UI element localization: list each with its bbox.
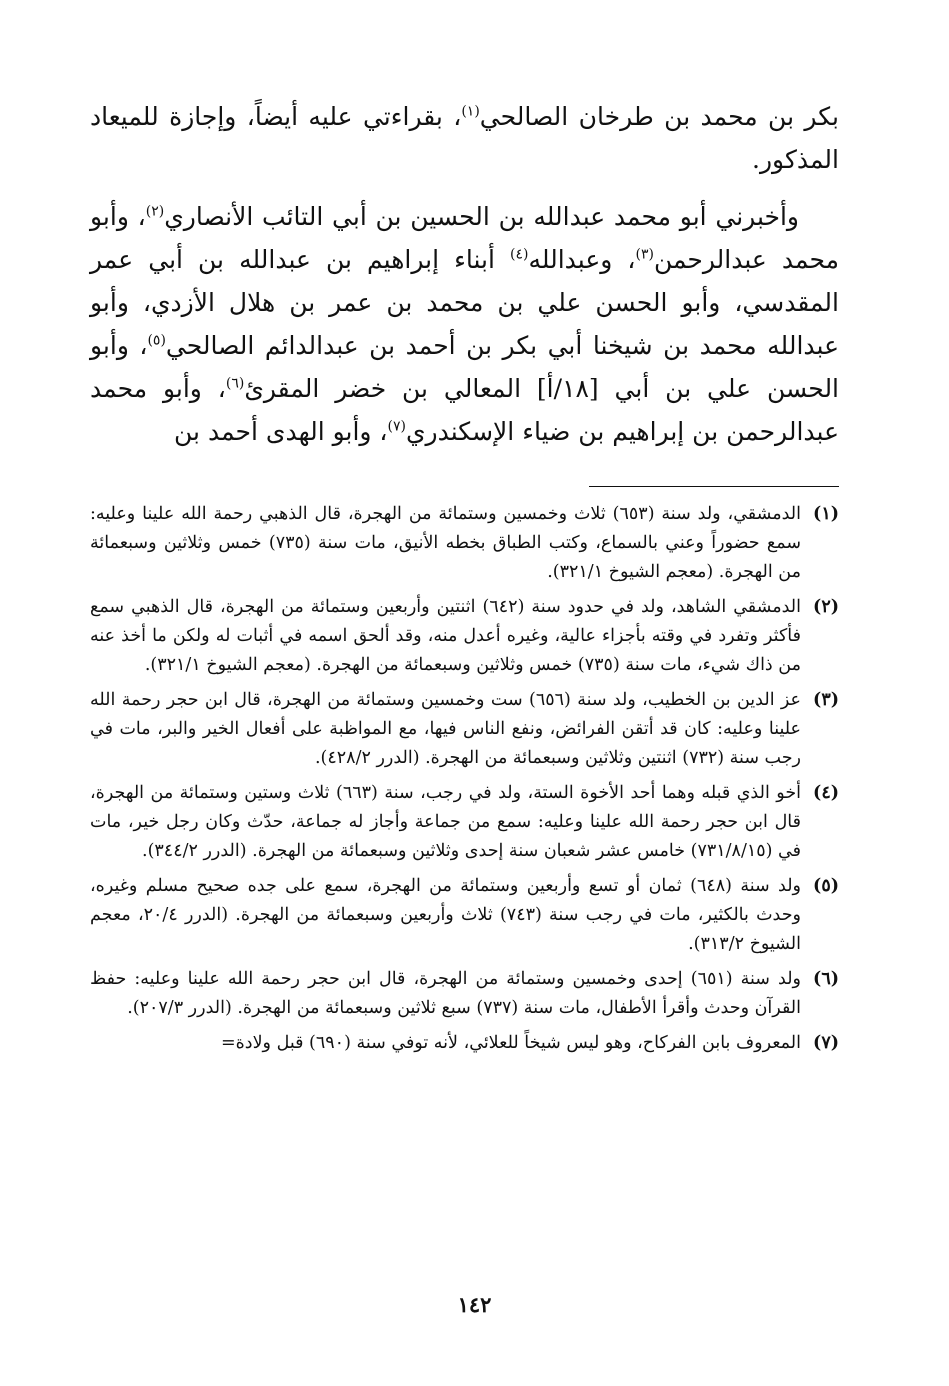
footnote-separator [589, 486, 839, 487]
footnotes-section [90, 500, 839, 1064]
paragraph-text: أبناء إبراهيم بن عبدالله بن أبي عمر المقدسي، وأبو الحسن علي بن محمد بن عمر بن هلال الأزدي، وأبو عبدالله محمد بن شيخنا أبي بكر بن أحمد بن عبدالدائم الصالحي [90, 245, 839, 360]
paragraph-text: ، بقراءتي عليه أيضاً، وإجازة للميعاد المذكور. [90, 102, 839, 174]
main-paragraph-1 [90, 95, 839, 181]
footnote-text: عز الدين بن الخطيب، ولد سنة (٦٥٦) ست وخمسين وستمائة من الهجرة، قال ابن حجر رحمة الله علينا وعليه: كان قد أتقن الفرائض، ونفع الناس فيها، مع المواظبة على أفعال الخير والبر، مات في رجب سنة (٧٣٢) اثنتين وثلاثين وسبعمائة من الهجرة. (الدرر ٤٢٨/٢). [90, 690, 801, 768]
footnote-text: ولد سنة (٦٤٨) ثمان أو تسع وأربعين وستمائة من الهجرة، سمع على جده صحيح مسلم وغيره، وحدث بالكثير، مات في رجب سنة (٧٤٣) ثلاث وأربعين وسبعمائة من الهجرة. (الدرر ٢٠/٤، معجم الشيوخ ٣١٣/٢). [90, 876, 802, 954]
paragraph-text: ، وأبو محمد عبدالرحمن بن إبراهيم بن ضياء الإسكندري [90, 374, 839, 446]
paragraph-text: وأخبرني أبو محمد عبدالله بن الحسين بن أبي التائب الأنصاري [164, 202, 799, 231]
footnote-number: (٢) [813, 597, 839, 617]
footnote-number: (٥) [813, 876, 839, 896]
footnote-3 [90, 686, 839, 773]
footnote-number: (٧) [813, 1033, 839, 1053]
footnote-text: ولد سنة (٦٥١) إحدى وخمسين وستمائة من الهجرة، قال ابن حجر رحمة الله علينا وعليه: حفظ القرآن وحدث وأقرأ الأطفال، مات سنة (٧٣٧) سبع ثلاثين وسبعمائة من الهجرة. (الدرر ٢٠٧/٣). [90, 969, 801, 1018]
page-number: ١٤٢ [457, 1292, 492, 1317]
footnote-number: (١) [813, 504, 839, 524]
main-text [90, 95, 839, 453]
footnote-ref-4[interactable]: (٤) [509, 246, 529, 263]
footnote-ref-5[interactable]: (٥) [147, 332, 166, 349]
paragraph-text: ، وأبو محمد عبدالرحمن [90, 202, 839, 274]
footnote-4 [90, 779, 839, 866]
footnote-ref-2[interactable]: (٢) [145, 203, 165, 220]
footnote-text: المعروف بابن الفركاح، وهو ليس شيخاً للعلائي، لأنه توفي سنة (٦٩٠) قبل ولادة= [220, 1033, 801, 1053]
footnote-2 [90, 593, 839, 680]
footnote-ref-6[interactable]: (٦) [225, 375, 245, 392]
footnote-ref-1[interactable]: (١) [461, 103, 480, 120]
footnote-ref-3[interactable]: (٣) [635, 246, 654, 263]
footnote-5 [90, 872, 839, 959]
footnote-number: (٣) [813, 690, 839, 710]
footnote-text: الدمشقي، ولد سنة (٦٥٣) ثلاث وخمسين وستمائة من الهجرة، قال الذهبي رحمة الله علينا وعليه: سمع حضوراً وعني بالسماع، وكتب الطباق بخطه الأنيق، مات سنة (٧٣٥) خمس وثلاثين وسبعمائة من الهجرة. (معجم الشيوخ ٣٢١/١). [90, 504, 801, 582]
main-paragraph-2 [90, 195, 839, 453]
footnote-1 [90, 500, 839, 587]
paragraph-text: بكر بن محمد بن طرخان الصالحي [479, 102, 839, 131]
paragraph-text: ، وأبو الحسن علي بن أبي [١٨/أ] المعالي بن خضر المقرئ [90, 331, 840, 403]
paragraph-text: ، وأبو الهدى أحمد بن [174, 417, 388, 446]
footnote-7 [90, 1029, 839, 1058]
footnote-number: (٤) [813, 783, 839, 803]
footnote-text: الدمشقي الشاهد، ولد في حدود سنة (٦٤٢) اثنتين وأربعين وستمائة من الهجرة، قال الذهبي سمع فأكثر وتفرد في وقته بأجزاء عالية، وغيره أعدل منه، وقد ألحق اسمه في أثبات له ولكن ما أخذ عنه من ذاك شيء، مات سنة (٧٣٥) خمس وثلاثين وسبعمائة من الهجرة. (معجم الشيوخ ٣٢١/١). [90, 597, 801, 675]
footnote-number: (٦) [813, 969, 839, 989]
footnote-6 [90, 965, 839, 1023]
paragraph-text: ، وعبدالله [528, 245, 636, 274]
footnote-text: أخو الذي قبله وهما أحد الأخوة الستة، ولد في رجب، سنة (٦٦٣) ثلاث وستين وستمائة من الهجرة، قال ابن حجر رحمة الله علينا وعليه: سمع من جماعة وأجاز له جماعة، حدّث وكان رجل خير، مات في (٧٣١/٨/١٥) خامس عشر شعبان سنة إحدى وثلاثين وسبعمائة من الهجرة. (الدرر ٣٤٤/٢). [90, 783, 802, 861]
footnote-ref-7[interactable]: (٧) [387, 418, 406, 435]
